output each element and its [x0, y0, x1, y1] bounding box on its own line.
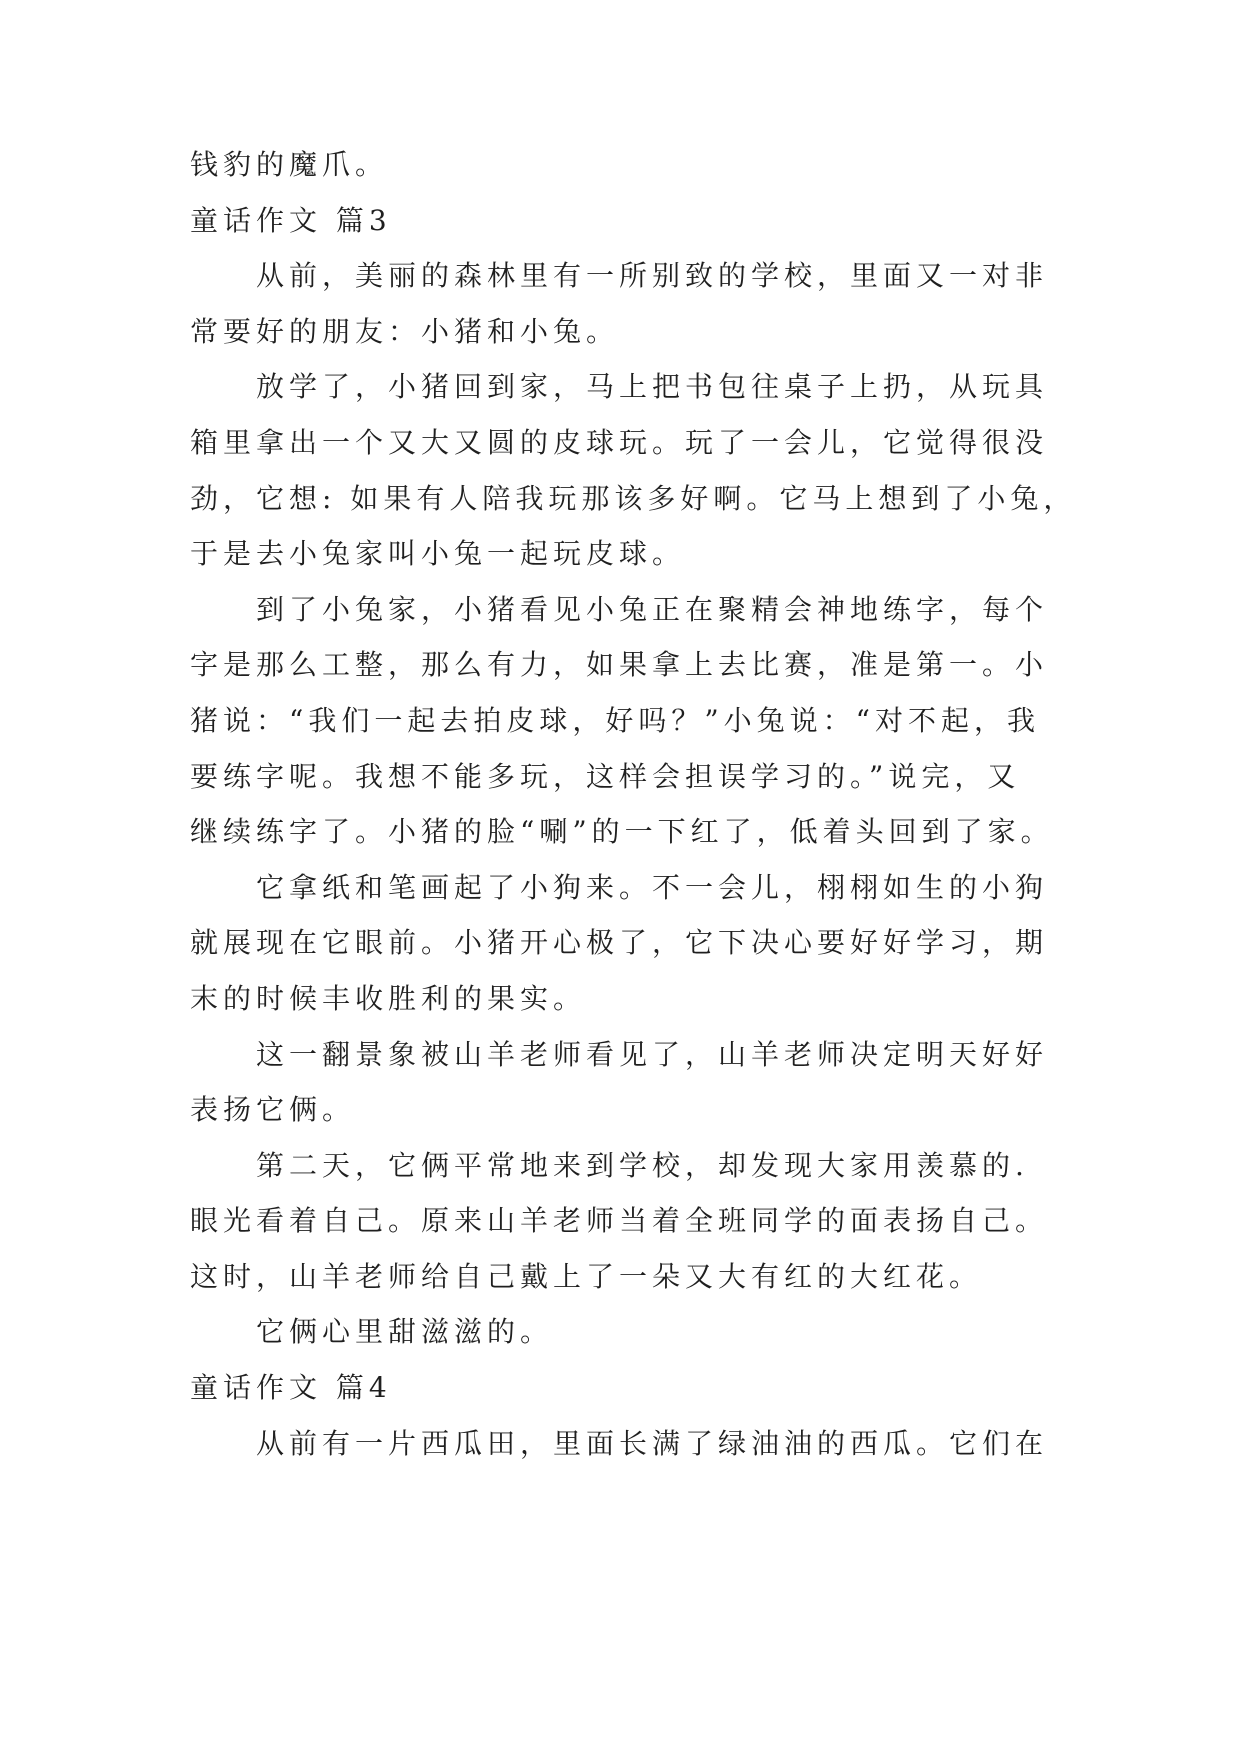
paragraph: [190, 1138, 1090, 1305]
continuation-line: 钱豹的魔爪。: [190, 148, 389, 181]
paragraph: [190, 1304, 1090, 1360]
paragraph-line: 到了小兔家，小猪看见小兔正在聚精会神地练字，每个: [256, 592, 1049, 626]
paragraph: [190, 1027, 1090, 1138]
paragraph-line: 劲，它想: 如果有人陪我玩那该多好啊。它马上想到了小兔，: [190, 481, 1077, 515]
paragraph: [190, 248, 1090, 359]
paragraph: [190, 860, 1090, 1027]
section-heading: 童话作文 篇4: [190, 1371, 392, 1405]
paragraph-line: 常要好的朋友：小猪和小兔。: [190, 314, 620, 348]
paragraph-line: 字是那么工整，那么有力，如果拿上去比赛，准是第一。小: [190, 648, 1049, 682]
document-body: [190, 137, 1090, 1471]
paragraph-line: 就展现在它眼前。小猪开心极了，它下决心要好好学习，期: [190, 926, 1049, 960]
paragraph-line: 这时，山羊老师给自己戴上了一朵又大有红的大红花。: [190, 1259, 983, 1293]
paragraph-line: 眼光看着自己。原来山羊老师当着全班同学的面表扬自己。: [190, 1204, 1049, 1238]
paragraph: [190, 359, 1090, 581]
paragraph-line: 猪说：“我们一起去拍皮球，好吗？”小兔说：“对不起，我: [190, 703, 1040, 737]
paragraph: [190, 582, 1090, 860]
paragraph-line: 放学了，小猪回到家，马上把书包往桌子上扔，从玩具: [256, 370, 1049, 404]
paragraph-line: 它拿纸和笔画起了小狗来。不一会儿，栩栩如生的小狗: [256, 870, 1049, 904]
paragraph: [190, 1416, 1090, 1472]
paragraph-line: 从前有一片西瓜田，里面长满了绿油油的西瓜。它们在: [256, 1426, 1049, 1460]
paragraph-line: 末的时候丰收胜利的果实。: [190, 981, 587, 1015]
paragraph-line: 它俩心里甜滋滋的。: [256, 1315, 554, 1349]
paragraph-line: 继续练字了。小猪的脸“唰”的一下红了，低着头回到了家。: [190, 815, 1054, 849]
paragraph-line: 于是去小兔家叫小兔一起玩皮球。: [190, 537, 686, 571]
paragraph-line: 第二天，它俩平常地来到学校，却发现大家用羡慕的.: [256, 1148, 1029, 1182]
paragraph-line: 表扬它俩。: [190, 1093, 356, 1127]
paragraph-line: 这一翻景象被山羊老师看见了，山羊老师决定明天好好: [256, 1037, 1049, 1071]
section-heading: 童话作文 篇3: [190, 203, 392, 237]
paragraph-line: 箱里拿出一个又大又圆的皮球玩。玩了一会儿，它觉得很没: [190, 425, 1049, 459]
paragraph-line: 从前，美丽的森林里有一所别致的学校，里面又一对非: [256, 259, 1049, 293]
paragraph-line: 要练字呢。我想不能多玩，这样会担误学习的。”说完，又: [190, 759, 1021, 793]
